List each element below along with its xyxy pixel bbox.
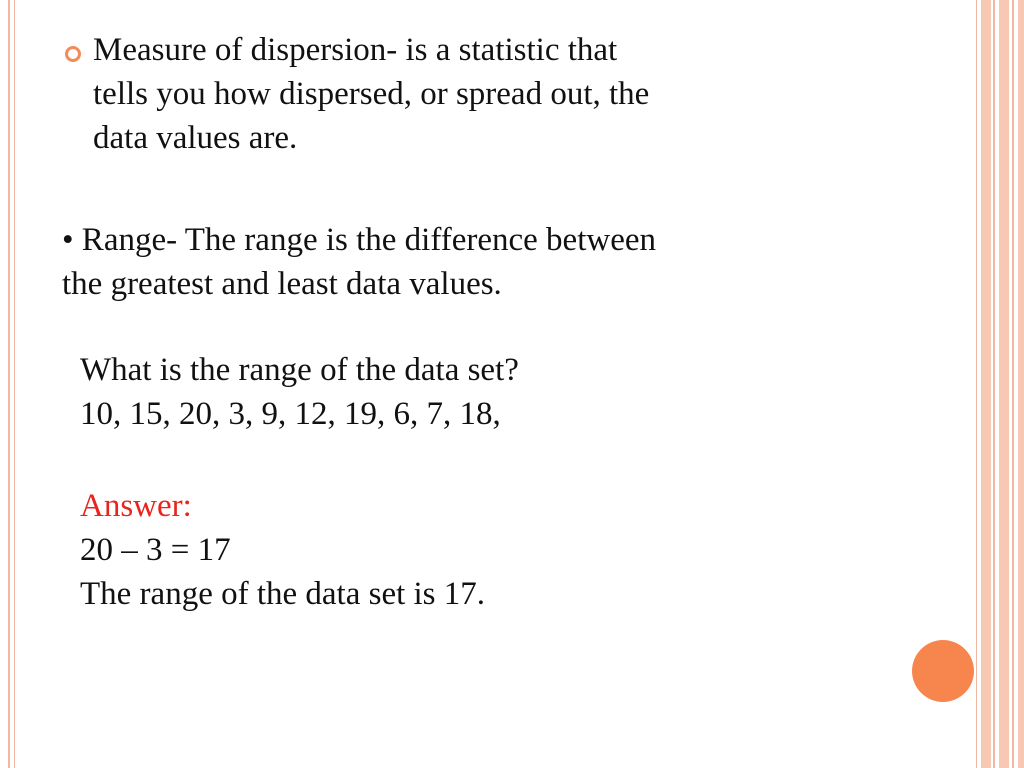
data-set-values: 10, 15, 20, 3, 9, 12, 19, 6, 7, 18,: [80, 396, 501, 432]
right-stripe-line-1: [976, 0, 977, 768]
range-line-1: • Range- The range is the difference between: [62, 222, 656, 258]
question-block: [80, 348, 519, 436]
definition-range: [62, 218, 656, 306]
definition-line-3: data values are.: [93, 120, 298, 156]
left-border-line-inner: [14, 0, 15, 768]
right-stripe-band-2: [999, 0, 1009, 768]
answer-block: [80, 484, 485, 616]
hollow-circle-bullet-icon: [65, 46, 81, 62]
question-text: What is the range of the data set?: [80, 352, 519, 388]
answer-calculation: 20 – 3 = 17: [80, 532, 231, 568]
answer-label: Answer:: [80, 488, 192, 524]
range-line-2: the greatest and least data values.: [62, 266, 502, 302]
decorative-orange-circle: [912, 640, 974, 702]
answer-conclusion: The range of the data set is 17.: [80, 576, 486, 612]
definition-line-2: tells you how dispersed, or spread out, the: [93, 76, 650, 112]
right-stripe-line-3: [1012, 0, 1014, 768]
left-border-line-outer: [8, 0, 10, 768]
right-stripe-line-2: [993, 0, 995, 768]
definition-measure-of-dispersion: [93, 28, 649, 160]
definition-line-1: Measure of dispersion- is a statistic that: [93, 32, 618, 68]
right-stripe-band-1: [981, 0, 991, 768]
right-stripe-band-3: [1018, 0, 1024, 768]
